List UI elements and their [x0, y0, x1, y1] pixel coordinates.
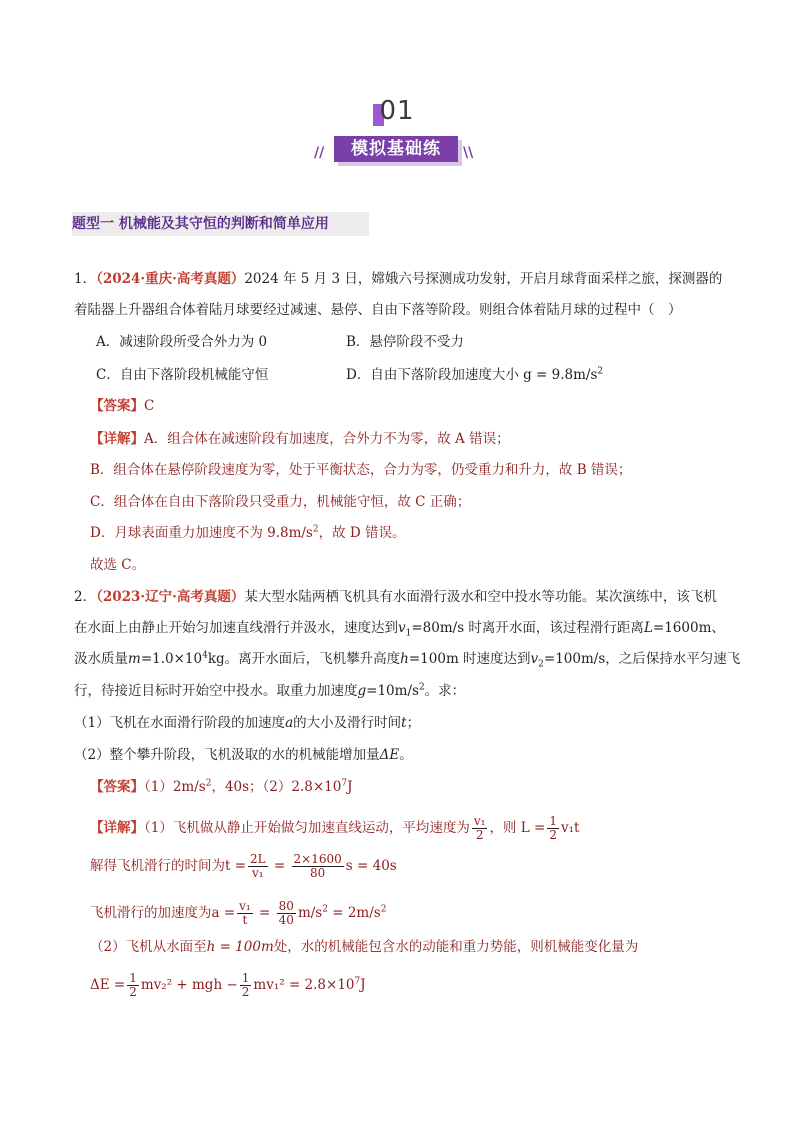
q1-option-d-text: D．自由下落阶段加速度大小 g = 9.8m/s [346, 367, 598, 383]
q2-stem-line3 [74, 649, 740, 669]
q2-answer-a: （1）2m/s [144, 779, 206, 795]
q1-detail-b: B．组合体在悬停阶段速度为零，处于平衡状态，合力为零，仍受重力和升力，故 B 错误； [90, 462, 632, 478]
frac-den: 2 [129, 985, 137, 999]
q2-stem-line1 [74, 587, 717, 607]
q2-answer-sup1: 2 [205, 778, 212, 789]
q2-answer [90, 777, 353, 797]
frac-num: 2×1600 [293, 852, 342, 866]
q2-d2-result: s = 40s [345, 858, 397, 874]
q2-dE: ΔE [379, 747, 400, 763]
frac-num: v₁ [239, 899, 251, 913]
q2-stem-line2 [74, 618, 725, 638]
frac-den: t [242, 913, 248, 927]
q2-detail-line5 [90, 972, 366, 999]
eq-mv2sq: mv₂² + mgh − [140, 977, 238, 993]
q1-source: （2024·重庆·高考真题） [96, 271, 245, 287]
eq-t: t = [225, 858, 247, 874]
q1-detail-a-text: A．组合体在减速阶段有加速度，合外力不为零，故 A 错误； [144, 431, 510, 447]
q2-sub-question-2 [74, 745, 413, 765]
q1-detail-d-sup: 2 [312, 524, 319, 535]
q2-d1a: （1）飞机做从静止开始做匀加速直线运动，平均速度为 [144, 820, 470, 836]
q2-detail-line2 [90, 853, 397, 880]
topic-heading: 题型一 机械能及其守恒的判断和简单应用 [72, 212, 369, 236]
fraction-1-over-2 [547, 815, 559, 842]
q2-stem-line4 [74, 681, 465, 701]
frac-den: v₁ [252, 866, 264, 880]
q2-detail-line4 [90, 937, 638, 957]
fraction-v1-over-2 [472, 815, 488, 842]
q1-answer [90, 396, 154, 416]
q2-s2b: =80m/s 时离开水面，该过程滑行距离 [411, 620, 644, 636]
q1-stem-line1 [74, 269, 722, 289]
eq-a: a = [211, 905, 236, 921]
q2-s4a: 行，待接近目标时开始空中投水。取重力加速度 [74, 683, 358, 699]
q2-sub1c: ； [406, 715, 421, 731]
q2-source: （2023·辽宁·高考真题） [96, 589, 245, 605]
frac-num: 2L [250, 852, 266, 866]
q2-v1: v [398, 620, 406, 636]
eq-sign: = [254, 905, 275, 921]
frac-den: 40 [278, 913, 294, 927]
frac-den: 2 [475, 828, 484, 842]
q2-number: 2． [74, 589, 97, 605]
q2-g: g [357, 683, 367, 699]
fraction-2L-over-v1 [248, 853, 268, 880]
frac-den: 2 [241, 985, 250, 999]
q2-d5-unit: J [360, 977, 366, 993]
q1-stem-line2: 着陆器上升器组合体着陆月球要经过减速、悬停、自由下落等阶段。则组合体着陆月球的过程中（ ） [74, 302, 682, 318]
fraction-80-over-40 [277, 900, 296, 927]
frac-den: 2 [549, 828, 557, 842]
q2-d2-text: 解得飞机滑行的时间为 [90, 858, 225, 874]
q2-d4-h: h = 100m [206, 939, 274, 955]
q2-detail-line1 [90, 815, 579, 842]
eq-mv1sq: mv₁² [253, 977, 285, 993]
q1-detail-d [90, 523, 406, 543]
frac-num: v₁ [473, 814, 486, 828]
q1-detail-tag: 【详解】 [90, 431, 144, 447]
q2-sub1a: （1）飞机在水面滑行阶段的加速度 [74, 715, 286, 731]
q2-answer-tag: 【答案】 [90, 779, 144, 795]
q2-d5-tail: = 2.8×10 [284, 977, 355, 993]
q2-s3c: kg。离开水面后，飞机攀升高度 [207, 651, 401, 667]
q2-t: t [401, 715, 407, 731]
q2-s4-sup: 2 [418, 682, 425, 693]
q2-s2a: 在水面上由静止开始匀加速直线滑行并汲水，速度达到 [74, 620, 398, 636]
q1-conclusion: 故选 C。 [90, 557, 146, 573]
frac-num: 1 [129, 971, 137, 985]
q2-s4c: 。求： [424, 683, 466, 699]
q2-v2: v [530, 651, 539, 667]
q2-a: a [285, 715, 294, 731]
q2-sub-question-1 [74, 713, 420, 733]
fraction-3200-over-80 [292, 853, 344, 880]
banner-slash-left: // [314, 145, 325, 161]
q1-answer-tag: 【答案】 [90, 398, 144, 414]
q2-s2c: =1600m、 [652, 620, 725, 636]
frac-num: 80 [278, 899, 294, 913]
eq-sign: = [269, 858, 290, 874]
q2-s3-sup: 4 [202, 650, 208, 661]
q2-s3e: =100m/s，之后保持水平匀速飞 [543, 651, 741, 667]
q2-sub2a: （2）整个攀升阶段，飞机汲取的水的机械能增加量 [74, 747, 380, 763]
frac-den: 80 [310, 866, 326, 880]
eq-L: L = [520, 820, 546, 836]
q2-d1b: ，则 [489, 820, 517, 836]
q1-detail-d-suffix: ，故 D 错误。 [318, 525, 406, 541]
q2-s3a: 汲水质量 [74, 651, 128, 667]
q1-option-a: A．减速阶段所受合外力为 0 [96, 334, 268, 350]
q2-answer-sup2: 7 [341, 778, 348, 789]
q2-d3-result: = 2m/s [327, 905, 381, 921]
q1-detail-c: C．组合体在自由下落阶段只受重力，机械能守恒，故 C 正确； [90, 494, 471, 510]
q2-s3d: =100m 时速度达到 [408, 651, 531, 667]
q2-stem-text1: 某大型水陆两栖飞机具有水面滑行汲水和空中投水等功能。某次演练中，该飞机 [244, 589, 717, 605]
q2-detail-tag: 【详解】 [90, 820, 144, 836]
q2-s4b: =10m/s [366, 683, 419, 699]
q1-stem-text1: 2024 年 5 月 3 日，嫦娥六号探测成功发射，开启月球背面采样之旅，探测器的 [244, 271, 723, 287]
q2-v1-sub: 1 [405, 628, 412, 639]
q2-s3b: =1.0×10 [140, 651, 203, 667]
q2-answer-c: J [347, 779, 353, 795]
fraction-half-b [240, 972, 252, 999]
q1-option-b: B．悬停阶段不受力 [346, 334, 464, 350]
frac-num: 1 [549, 814, 557, 828]
q2-d5-sup: 7 [354, 976, 361, 987]
q1-answer-value: C [144, 398, 155, 414]
q2-d3-unit: m/s [297, 905, 323, 921]
fraction-v1-over-t [237, 900, 253, 927]
q1-option-d [346, 365, 603, 385]
q2-sub1b: 的大小及滑行时间 [293, 715, 402, 731]
q2-m: m [128, 651, 141, 667]
q2-d4b: 处，水的机械能包含水的动能和重力势能，则机械能变化量为 [273, 939, 639, 955]
q1-option-d-sup: 2 [597, 366, 604, 377]
banner-slash-right: \\ [463, 145, 474, 161]
q1-option-c: C．自由下落阶段机械能守恒 [96, 367, 269, 383]
frac-num: 1 [241, 971, 250, 985]
q1-number: 1． [74, 271, 97, 287]
q2-L: L [643, 620, 653, 636]
q2-detail-line3: 飞机滑行的加速度为a = $\frac{\text{v₁}}{t}$ = $\frac{80}{40}$ $m/s^2 = 2m/s^2$ [90, 899, 387, 927]
q2-answer-b: ，40s；（2）2.8×10 [211, 779, 342, 795]
q1-detail-a [90, 429, 510, 449]
q2-v2-sub: 2 [538, 659, 544, 670]
q1-detail-d-text: D．月球表面重力加速度不为 9.8m/s [90, 525, 313, 541]
q2-h: h [400, 651, 409, 667]
eq-dE: ΔE = [90, 977, 126, 993]
section-number: 01 [379, 96, 415, 126]
section-title: 模拟基础练 [334, 136, 458, 162]
q2-d4a: （2）飞机从水面至 [90, 939, 207, 955]
q2-d3-text: 飞机滑行的加速度为 [90, 905, 212, 921]
q2-sub2b: 。 [399, 747, 413, 763]
fraction-half-a [127, 972, 139, 999]
eq-v1t: v₁t [560, 820, 580, 836]
